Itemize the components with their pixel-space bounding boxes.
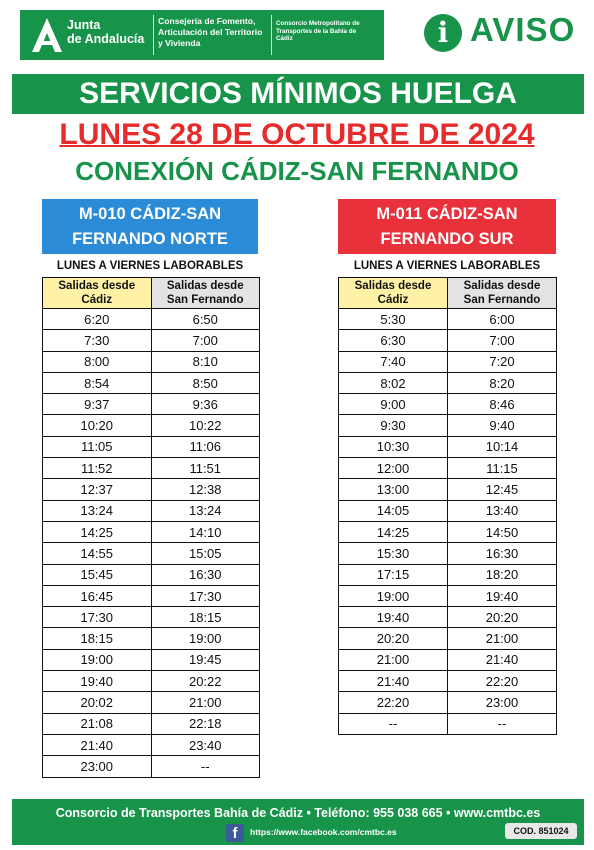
departure-san-fernando-cell: 10:14 xyxy=(448,436,557,457)
departure-san-fernando-cell: 9:40 xyxy=(448,415,557,436)
consejeria-line-2: Articulación del Territorio xyxy=(158,27,263,37)
table-row xyxy=(339,309,557,330)
header-cell-line: Salidas desde xyxy=(463,280,541,292)
departure-san-fernando-cell: 8:20 xyxy=(448,372,557,393)
departure-san-fernando-cell: 21:00 xyxy=(151,692,260,713)
table-row xyxy=(43,351,260,372)
departure-san-fernando-cell: 7:00 xyxy=(151,330,260,351)
table-row xyxy=(43,394,260,415)
departure-san-fernando-cell: 15:05 xyxy=(151,543,260,564)
departure-cadiz-cell: 6:30 xyxy=(339,330,448,351)
table-header-row xyxy=(43,278,260,309)
departure-san-fernando-cell: 20:20 xyxy=(448,607,557,628)
departure-san-fernando-cell: 12:45 xyxy=(448,479,557,500)
departure-cadiz-cell: 8:02 xyxy=(339,372,448,393)
departure-san-fernando-cell: 16:30 xyxy=(448,543,557,564)
table-row xyxy=(43,713,260,734)
departure-san-fernando-cell: 17:30 xyxy=(151,585,260,606)
departure-san-fernando-cell: 23:00 xyxy=(448,692,557,713)
departure-cadiz-cell: 8:00 xyxy=(43,351,152,372)
departure-cadiz-cell: 21:08 xyxy=(43,713,152,734)
departure-cadiz-cell: 16:45 xyxy=(43,585,152,606)
table-row xyxy=(339,564,557,585)
table-row xyxy=(43,309,260,330)
footer-contact: Consorcio de Transportes Bahía de Cádiz • Teléfono: 955 038 665 • www.cmtbc.es xyxy=(55,806,541,820)
table-row xyxy=(43,500,260,521)
table-row xyxy=(43,436,260,457)
table-row xyxy=(43,330,260,351)
departure-san-fernando-cell: 13:24 xyxy=(151,500,260,521)
departure-cadiz-cell: 15:30 xyxy=(339,543,448,564)
departure-san-fernando-cell: 13:40 xyxy=(448,500,557,521)
departure-san-fernando-cell: -- xyxy=(448,713,557,734)
departure-cadiz-cell: 14:25 xyxy=(339,521,448,542)
notice-connection: CONEXIÓN CÁDIZ-SAN FERNANDO xyxy=(75,156,519,186)
departure-cadiz-cell: 19:00 xyxy=(43,649,152,670)
table-row xyxy=(339,692,557,713)
departure-san-fernando-cell: 18:20 xyxy=(448,564,557,585)
departure-cadiz-cell: 20:02 xyxy=(43,692,152,713)
departure-cadiz-cell: 21:40 xyxy=(43,734,152,755)
table-row xyxy=(43,479,260,500)
table-row xyxy=(43,649,260,670)
departure-cadiz-cell: 9:00 xyxy=(339,394,448,415)
route-m010-line-2: FERNANDO NORTE xyxy=(72,230,228,248)
consejeria-text xyxy=(158,16,274,49)
route-m010-header xyxy=(42,199,258,254)
timetable-m011 xyxy=(338,277,557,735)
route-m011-days: LUNES A VIERNES LABORABLES xyxy=(353,260,541,272)
table-row xyxy=(339,671,557,692)
departure-san-fernando-cell: 6:00 xyxy=(448,309,557,330)
departure-san-fernando-cell: 22:20 xyxy=(448,671,557,692)
departure-san-fernando-cell: -- xyxy=(151,756,260,777)
departure-cadiz-cell: 7:30 xyxy=(43,330,152,351)
departure-cadiz-cell: 14:25 xyxy=(43,521,152,542)
departure-cadiz-cell: 8:54 xyxy=(43,372,152,393)
table-row xyxy=(339,372,557,393)
logo-line-1: Junta xyxy=(67,18,101,32)
table-row xyxy=(43,607,260,628)
notice-title: SERVICIOS MÍNIMOS HUELGA xyxy=(79,77,517,110)
departure-cadiz-cell: 19:40 xyxy=(339,607,448,628)
departure-cadiz-cell: 19:00 xyxy=(339,585,448,606)
departure-san-fernando-cell: 18:15 xyxy=(151,607,260,628)
notice-date: LUNES 28 DE OCTUBRE DE 2024 xyxy=(59,118,535,151)
consorcio-text xyxy=(276,20,380,43)
departure-san-fernando-cell: 7:20 xyxy=(448,351,557,372)
table-row xyxy=(43,734,260,755)
timetable-m010 xyxy=(42,277,260,778)
departure-cadiz-cell: 12:37 xyxy=(43,479,152,500)
table-row xyxy=(339,351,557,372)
table-row xyxy=(43,585,260,606)
table-row xyxy=(339,415,557,436)
departure-cadiz-cell: 14:55 xyxy=(43,543,152,564)
consorcio-line-1: Consorcio Metropolitano de xyxy=(276,20,360,27)
table-row xyxy=(43,521,260,542)
facebook-icon[interactable]: f xyxy=(226,824,244,842)
departure-san-fernando-cell: 19:40 xyxy=(448,585,557,606)
departure-cadiz-cell: 11:52 xyxy=(43,458,152,479)
departure-cadiz-cell: 20:20 xyxy=(339,628,448,649)
departure-san-fernando-cell: 8:50 xyxy=(151,372,260,393)
info-icon: i xyxy=(424,14,462,52)
departure-san-fernando-cell: 7:00 xyxy=(448,330,557,351)
facebook-link[interactable]: https://www.facebook.com/cmtbc.es xyxy=(250,827,397,837)
departure-san-fernando-cell: 19:45 xyxy=(151,649,260,670)
header-cell-line: Salidas desde xyxy=(58,280,136,292)
departure-cadiz-cell: 10:20 xyxy=(43,415,152,436)
table-row xyxy=(43,671,260,692)
departure-cadiz-cell: 14:05 xyxy=(339,500,448,521)
table-row xyxy=(43,564,260,585)
header-cell-line: Salidas desde xyxy=(354,280,432,292)
table-row xyxy=(43,372,260,393)
table-row xyxy=(43,543,260,564)
departure-san-fernando-cell: 14:50 xyxy=(448,521,557,542)
table-row xyxy=(339,521,557,542)
route-m011-line-2: FERNANDO SUR xyxy=(380,230,514,248)
table-row xyxy=(339,607,557,628)
logo-line-2: de Andalucía xyxy=(67,32,145,46)
table-row xyxy=(339,713,557,734)
departure-cadiz-cell: 13:24 xyxy=(43,500,152,521)
departure-cadiz-cell: 18:15 xyxy=(43,628,152,649)
header-cell-cadiz xyxy=(43,278,152,309)
departure-cadiz-cell: 10:30 xyxy=(339,436,448,457)
header-cell-san-fernando xyxy=(448,278,557,309)
departure-cadiz-cell: 11:05 xyxy=(43,436,152,457)
table-header-row xyxy=(339,278,557,309)
departure-san-fernando-cell: 22:18 xyxy=(151,713,260,734)
departure-cadiz-cell: 7:40 xyxy=(339,351,448,372)
header-cell-san-fernando xyxy=(151,278,260,309)
table-row xyxy=(43,628,260,649)
table-row xyxy=(43,756,260,777)
table-row xyxy=(339,543,557,564)
route-m011-line-1: M-011 CÁDIZ-SAN xyxy=(376,205,518,223)
header-cell-line: Salidas desde xyxy=(166,280,244,292)
table-row xyxy=(339,436,557,457)
departure-san-fernando-cell: 14:10 xyxy=(151,521,260,542)
header-cell-line: Cádiz xyxy=(377,294,409,306)
departure-cadiz-cell: 12:00 xyxy=(339,458,448,479)
departure-cadiz-cell: 13:00 xyxy=(339,479,448,500)
departure-cadiz-cell: 21:00 xyxy=(339,649,448,670)
departure-san-fernando-cell: 10:22 xyxy=(151,415,260,436)
table-row xyxy=(43,692,260,713)
consorcio-line-2: Transportes de la Bahía de xyxy=(276,27,357,35)
departure-san-fernando-cell: 8:10 xyxy=(151,351,260,372)
departure-san-fernando-cell: 11:15 xyxy=(448,458,557,479)
departure-cadiz-cell: 22:20 xyxy=(339,692,448,713)
departure-san-fernando-cell: 16:30 xyxy=(151,564,260,585)
route-m010-line-1: M-010 CÁDIZ-SAN xyxy=(78,205,222,223)
departure-san-fernando-cell: 6:50 xyxy=(151,309,260,330)
consejeria-line-3: y Vivienda xyxy=(158,38,201,48)
logo-text xyxy=(67,18,144,46)
departure-cadiz-cell: 17:15 xyxy=(339,564,448,585)
table-row xyxy=(339,649,557,670)
table-row xyxy=(339,479,557,500)
departure-san-fernando-cell: 21:00 xyxy=(448,628,557,649)
route-m010-days: LUNES A VIERNES LABORABLES xyxy=(56,260,244,272)
table-row xyxy=(339,394,557,415)
departure-cadiz-cell: -- xyxy=(339,713,448,734)
departure-cadiz-cell: 17:30 xyxy=(43,607,152,628)
table-row xyxy=(339,458,557,479)
consejeria-line-1: Consejería de Fomento, xyxy=(158,16,256,26)
departure-san-fernando-cell: 8:46 xyxy=(448,394,557,415)
departure-cadiz-cell: 9:30 xyxy=(339,415,448,436)
code-badge: COD. 851024 xyxy=(505,823,577,839)
timetable-m010-body xyxy=(43,309,260,778)
departure-cadiz-cell: 23:00 xyxy=(43,756,152,777)
departure-cadiz-cell: 5:30 xyxy=(339,309,448,330)
consorcio-line-3: Cádiz xyxy=(276,35,293,42)
route-m011-header xyxy=(338,199,556,254)
departure-san-fernando-cell: 23:40 xyxy=(151,734,260,755)
header-divider xyxy=(271,15,272,55)
departure-cadiz-cell: 6:20 xyxy=(43,309,152,330)
departure-cadiz-cell: 21:40 xyxy=(339,671,448,692)
departure-san-fernando-cell: 11:06 xyxy=(151,436,260,457)
header-cell-line: San Fernando xyxy=(463,294,541,306)
table-row xyxy=(43,458,260,479)
departure-cadiz-cell: 9:37 xyxy=(43,394,152,415)
table-row xyxy=(339,585,557,606)
departure-san-fernando-cell: 12:38 xyxy=(151,479,260,500)
timetable-m011-body xyxy=(339,309,557,735)
junta-andalucia-logo-icon xyxy=(30,16,64,54)
header-cell-cadiz xyxy=(339,278,448,309)
departure-san-fernando-cell: 11:51 xyxy=(151,458,260,479)
departure-san-fernando-cell: 19:00 xyxy=(151,628,260,649)
departure-san-fernando-cell: 20:22 xyxy=(151,671,260,692)
departure-san-fernando-cell: 9:36 xyxy=(151,394,260,415)
departure-cadiz-cell: 15:45 xyxy=(43,564,152,585)
table-row xyxy=(339,628,557,649)
table-row xyxy=(43,415,260,436)
table-row xyxy=(339,330,557,351)
departure-cadiz-cell: 19:40 xyxy=(43,671,152,692)
departure-san-fernando-cell: 21:40 xyxy=(448,649,557,670)
header-divider xyxy=(153,15,154,55)
aviso-label: AVISO xyxy=(470,11,576,48)
header-cell-line: San Fernando xyxy=(166,294,244,306)
header-cell-line: Cádiz xyxy=(81,294,113,306)
table-row xyxy=(339,500,557,521)
